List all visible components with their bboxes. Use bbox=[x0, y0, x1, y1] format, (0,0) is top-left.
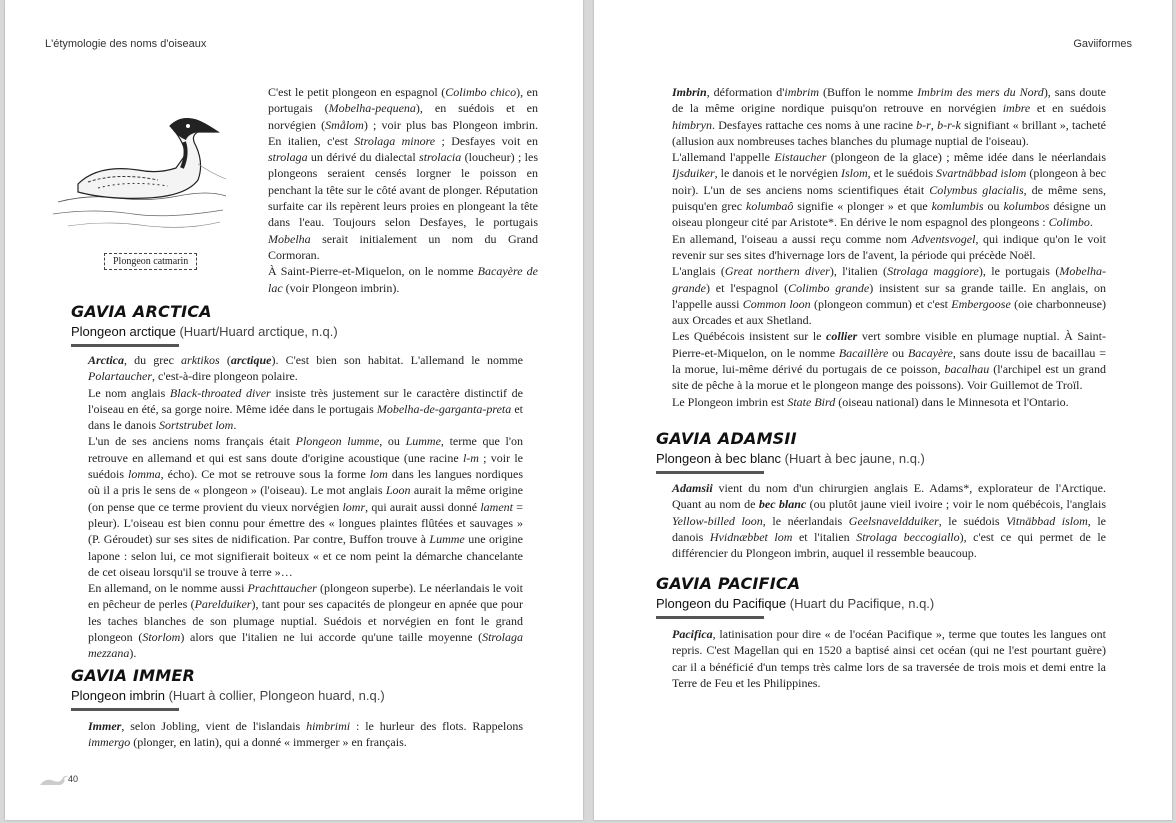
text-run: , c'est-à-dire plongeon polaire. bbox=[152, 369, 298, 384]
italic-term: lomma bbox=[127, 467, 161, 482]
text-run: , terme que l'on retrouve en allemand et qui est sans doute d'origine acoustique (une racine bbox=[88, 434, 524, 465]
text-run: L'anglais ( bbox=[672, 264, 725, 279]
text-run: signifie « plonger » et que bbox=[793, 199, 932, 214]
loon-illustration bbox=[48, 84, 228, 234]
heading-rule bbox=[656, 471, 764, 474]
text-run: L'allemand l'appelle bbox=[672, 150, 775, 165]
subtitle-plongeon-pacifique bbox=[656, 596, 934, 611]
italic-term: Polartaucher bbox=[88, 369, 152, 384]
text-run: En allemand, on le nomme aussi bbox=[88, 581, 248, 596]
italic-term: himbrimi bbox=[306, 719, 351, 733]
italic-term: Colymbus glacialis bbox=[929, 182, 1024, 197]
text-run: ), c'est ce qui permet de le différencier du Plongeon imbrin, auquel il ressemble beaucoup. bbox=[672, 529, 1106, 561]
emphasis-term: Imbrin bbox=[672, 85, 707, 99]
alt-name: (Huart du Pacifique, n.q.) bbox=[789, 596, 935, 611]
heading-gavia-pacifica: GAVIA PACIFICA bbox=[656, 574, 801, 593]
text-run: désigne un oiseau plongeur cité par Aristote*. En dérive le nom espagnol des plongeons : bbox=[672, 199, 1107, 230]
italic-term: himbryn bbox=[672, 117, 712, 132]
italic-term: Strolaga mezzana bbox=[88, 630, 523, 661]
italic-term: Strolaga maggiore bbox=[887, 264, 979, 279]
heading-gavia-immer: GAVIA IMMER bbox=[71, 666, 195, 685]
text-run: (oiseau national) dans le Minnesota et l'Ontario. bbox=[835, 394, 1069, 409]
emphasis-term: arctique bbox=[230, 353, 272, 367]
italic-term: Embergoose bbox=[951, 296, 1011, 311]
text-run: ), le portugais ( bbox=[978, 264, 1060, 279]
subtitle-plongeon-imbrin bbox=[71, 688, 385, 703]
common-name: Plongeon du Pacifique bbox=[656, 596, 787, 611]
text-run: , de même sens, puisqu'en grec bbox=[672, 182, 1106, 214]
text-run: serait initialement un nom du Grand Cormoran. bbox=[268, 231, 538, 262]
text-run: (plongeon superbe). Le néerlandais le voit en pêcheur de perles ( bbox=[88, 581, 524, 612]
left-page bbox=[5, 0, 583, 820]
italic-term: lom bbox=[369, 467, 388, 482]
italic-term: l-m bbox=[462, 450, 479, 465]
italic-term: strolaga bbox=[268, 150, 308, 165]
emphasis-term: collier bbox=[826, 329, 858, 344]
text-run: et l'italien bbox=[792, 529, 857, 544]
emphasis-term: Arctica bbox=[88, 353, 124, 367]
italic-term: imbrim bbox=[784, 85, 820, 99]
italic-term: Imbrim des mers du Nord bbox=[917, 85, 1044, 99]
text-run: C'est le petit plongeon en espagnol ( bbox=[268, 85, 446, 99]
emphasis-term: Adamsii bbox=[672, 481, 713, 495]
text-run: , qui aurait aussi donné bbox=[365, 499, 481, 514]
figure-caption: Plongeon catmarin bbox=[104, 253, 197, 270]
text-run: et dans le danois bbox=[88, 401, 523, 433]
text-run: , latinisation pour dire « de l'océan Pacifique », terme que toutes les langues ont repris. C'est Magellan qui en 1520 a baptisé ainsi cet océan (qui ne l'est pourtant guère) car il a bénéficié d'un temps très calme lors de sa traversée de trois mois et demi entre la Terre de Feu et les Philippines. bbox=[672, 627, 1106, 690]
text-run: insiste très justement sur le caractère distinctif de l'oiseau en été, sa gorge noire. Même idée dans le portugais bbox=[88, 385, 524, 416]
italic-term: Smålom bbox=[325, 117, 364, 132]
italic-term: Bacayère bbox=[907, 345, 953, 360]
text-run: , ou bbox=[379, 434, 406, 449]
subtitle-plongeon-bec-blanc bbox=[656, 451, 925, 466]
italic-term: Ijsduiker bbox=[672, 166, 715, 181]
italic-term: imbre bbox=[1002, 101, 1031, 116]
text-run: une origine lapone : selon lui, ce mot signifierait boiteux « et ce nom peint la démarche chancelante de cet oiseau lorsqu'il se trouve à terre »… bbox=[88, 532, 523, 579]
emphasis-term: Pacifica bbox=[672, 627, 713, 641]
immer-continued-text bbox=[672, 84, 1106, 410]
text-run: , le suédois bbox=[938, 513, 1007, 528]
text-run: : le hurleur des flots. Rappelons bbox=[350, 719, 524, 733]
text-run: , et le suédois bbox=[867, 166, 936, 181]
text-run: ), tant pour ses capacités de plongeur en apnée que pour les taches blanches de son plumage nuptial. Suédois et norvégien en font le grand plongeon ( bbox=[88, 597, 523, 645]
pacifica-text bbox=[672, 626, 1106, 691]
text-run: aurait la même origine (on pense que ce terme provient du vieux norvégien bbox=[88, 483, 524, 514]
italic-term: Hvidnæbbet lom bbox=[709, 529, 793, 544]
italic-term: Bacaillère bbox=[838, 345, 889, 360]
text-run: Les Québécois insistent sur le bbox=[672, 329, 827, 344]
text-run: signifiant « brillant », tacheté (allusion aux nombreuses taches blanches du plumage nuptial de l'oiseau). bbox=[672, 117, 1106, 148]
text-run: ), en portugais ( bbox=[268, 85, 539, 116]
text-run: vient du nom d'un chirurgien anglais E. Adams*, explorateur de l'Arctique. Quant au nom de bbox=[672, 481, 1106, 512]
text-run: , du grec bbox=[124, 353, 182, 367]
alt-name: (Huart à collier, Plongeon huard, n.q.) bbox=[168, 688, 385, 703]
heading-rule bbox=[71, 708, 179, 711]
italic-term: Islom bbox=[840, 166, 868, 181]
text-run: ). C'est bien son habitat. L'allemand le nomme bbox=[271, 353, 523, 367]
text-run: . bbox=[233, 418, 237, 433]
emphasis-term: bec blanc bbox=[758, 497, 807, 512]
italic-term: Mobelha-pequena bbox=[328, 101, 416, 116]
text-run: (plongeon commun) et c'est bbox=[810, 296, 952, 311]
emphasis-term: Immer bbox=[88, 719, 122, 733]
italic-term: kolumbaô bbox=[746, 199, 794, 214]
italic-term: Mobelha bbox=[268, 231, 311, 246]
page-number: 40 bbox=[68, 774, 79, 784]
text-run: Le Plongeon imbrin est bbox=[672, 394, 788, 409]
italic-term: Black-throated diver bbox=[169, 385, 271, 400]
italic-term: Mobelha-grande bbox=[672, 264, 1106, 295]
italic-term: kolumbos bbox=[1003, 199, 1050, 214]
italic-term: komlumbis bbox=[931, 199, 984, 214]
text-run: En allemand, l'oiseau a aussi reçu comme nom bbox=[672, 231, 912, 246]
italic-term: Prachttaucher bbox=[247, 581, 317, 596]
text-run: (Buffon le nomme bbox=[819, 85, 918, 99]
text-run: . Desfayes rattache ces noms à une racine bbox=[712, 117, 917, 132]
adamsii-text bbox=[672, 480, 1106, 561]
italic-term: lomr bbox=[342, 499, 366, 514]
alt-name: (Huart/Huard arctique, n.q.) bbox=[179, 324, 338, 339]
italic-term: Adventsvogel bbox=[911, 231, 976, 246]
right-page bbox=[594, 0, 1172, 820]
text-run: (loucheur) ; les plongeons seraient censés lorgner le poisson en penchant la tête sur le côté avant de plonger. Réputation surfaite car ils repèrent leurs proies en plongeant la tête dans l'eau. Toujours selon Desfayes, le portugais bbox=[268, 150, 539, 230]
italic-term: Colimbo bbox=[1048, 215, 1090, 230]
italic-term: Sortstrubet lom bbox=[159, 418, 234, 433]
italic-term: strolacia bbox=[419, 150, 462, 165]
text-run: ), l'italien ( bbox=[829, 264, 888, 279]
italic-term: Yellow-billed loon bbox=[672, 513, 763, 528]
text-run: ) ; voir plus bas Plongeon imbrin. En italien, c'est bbox=[268, 117, 538, 148]
italic-term: Bacayère de lac bbox=[268, 264, 539, 295]
text-run: ; Desfayes voit en bbox=[435, 133, 538, 148]
text-run: , le danois bbox=[672, 513, 1106, 544]
italic-term: Vitnäbbad islom bbox=[1006, 513, 1088, 528]
text-run: ; voir le suédois bbox=[88, 450, 523, 482]
text-run: = pleur). L'oiseau est bien connu pour émettre des « longues plaintes flûtées et sauvages » (P. Géroudet) sur ses sites de nidification. Par contre, Buffon trouve à bbox=[88, 499, 523, 547]
italic-term: Mobelha-de-garganta-preta bbox=[376, 401, 512, 416]
italic-term: b-r bbox=[916, 117, 931, 132]
text-run: dans les langues nordiques où il a pris le sens de « plongeon » (l'oiseau). Le mot anglais bbox=[88, 467, 523, 498]
text-run: un dérivé du dialectal bbox=[307, 150, 420, 165]
text-run: , déformation d' bbox=[706, 85, 785, 99]
italic-term: Geelsnaveldduiker bbox=[848, 513, 939, 528]
text-run: À Saint-Pierre-et-Miquelon, on le nomme bbox=[268, 264, 478, 279]
bird-silhouette-icon bbox=[38, 773, 70, 787]
heading-gavia-arctica: GAVIA ARCTICA bbox=[71, 302, 212, 321]
text-run: (plongeon à bec noir). L'un de ses anciens noms scientifiques était bbox=[672, 166, 1106, 197]
heading-gavia-adamsii: GAVIA ADAMSII bbox=[656, 429, 797, 448]
italic-term: bacalhau bbox=[944, 362, 990, 377]
running-head: L'étymologie des noms d'oiseaux bbox=[45, 38, 207, 50]
common-name: Plongeon imbrin bbox=[71, 688, 165, 703]
text-run: ( bbox=[219, 353, 231, 367]
text-run: L'un de ses anciens noms français était bbox=[88, 434, 296, 449]
text-run: ou bbox=[983, 199, 1004, 214]
text-run: (ou plutôt jaune vieil ivoire ; voir le nom québécois, l'anglais bbox=[806, 497, 1106, 512]
italic-term: lament bbox=[480, 499, 513, 514]
common-name: Plongeon à bec blanc bbox=[656, 451, 782, 466]
italic-term: Storlom bbox=[142, 630, 181, 645]
text-run: (plonger, en latin), qui a donné « immerger » en français. bbox=[130, 735, 407, 750]
text-run: ) et l'espagnol ( bbox=[706, 280, 789, 295]
alt-name: (Huart à bec jaune, n.q.) bbox=[784, 451, 925, 466]
text-run: (oie charbonneuse) aux Orcades et aux Shetland. bbox=[672, 296, 1106, 328]
text-run: ). bbox=[129, 646, 137, 661]
heading-rule bbox=[656, 616, 764, 619]
text-run: , sans doute issu de bacaillau = la morue, lui-même dérivé du portugais de ce poisson, bbox=[672, 345, 1106, 377]
text-run: et en suédois bbox=[1030, 101, 1106, 116]
text-run: vert sombre visible en plumage nuptial. À Saint-Pierre-et-Miquelon, on le nomme bbox=[672, 329, 1106, 360]
text-run: , selon Jobling, vient de l'islandais bbox=[121, 719, 307, 733]
text-run: , le néerlandais bbox=[762, 513, 849, 528]
text-run: , écho). Ce mot se retrouve sous la forme bbox=[160, 467, 370, 482]
common-name: Plongeon arctique bbox=[71, 324, 176, 339]
italic-term: Lumme bbox=[429, 532, 465, 547]
italic-term: Loon bbox=[385, 483, 411, 498]
text-run: ou bbox=[888, 345, 908, 360]
italic-term: Strolaga beccogiallo bbox=[856, 529, 960, 544]
italic-term: Colimbo chico bbox=[445, 85, 517, 99]
italic-term: Eistaucher bbox=[774, 150, 827, 165]
italic-term: Colimbo grande bbox=[788, 280, 870, 295]
italic-term: Svartnäbbad islom bbox=[936, 166, 1027, 181]
text-run: (plongeon de la glace) ; même idée dans le néerlandais bbox=[826, 150, 1106, 165]
text-run: ), en suédois et en norvégien ( bbox=[268, 101, 539, 132]
italic-term: Parelduiker bbox=[194, 597, 252, 612]
text-run: Le nom anglais bbox=[88, 385, 170, 400]
immer-text bbox=[88, 718, 523, 751]
italic-term: Lumme bbox=[405, 434, 441, 449]
text-run: , qui indique qu'on le voit revenir sur ses sites d'hivernage lors de l'avent, la période qui précède Noël. bbox=[672, 231, 1106, 262]
text-run: ) alors que l'italien ne lui accorde qu'une taille moyenne ( bbox=[180, 630, 483, 645]
italic-term: Plongeon lumme bbox=[295, 434, 380, 449]
italic-term: State Bird bbox=[787, 394, 836, 409]
text-run: , le danois et le norvégien bbox=[714, 166, 841, 181]
italic-term: b-r-k bbox=[937, 117, 961, 132]
intro-paragraph bbox=[268, 84, 538, 296]
italic-term: Strolaga minore bbox=[354, 133, 436, 148]
italic-term: immergo bbox=[88, 735, 131, 750]
italic-term: Common loon bbox=[742, 296, 811, 311]
italic-term: Great northern diver bbox=[724, 264, 830, 279]
text-run: , bbox=[930, 117, 938, 132]
text-run: (l'archipel est un grand site de pêche à la morue et le plongeon mange des poissons). Voir Guillemot de Troïl. bbox=[672, 362, 1106, 393]
text-run: (voir Plongeon imbrin). bbox=[282, 280, 400, 295]
subtitle-plongeon-arctique bbox=[71, 324, 338, 339]
arctica-text bbox=[88, 352, 523, 662]
heading-rule bbox=[71, 344, 179, 347]
text-run: ), sans doute de la même origine nordique puisqu'on retrouve en norvégien bbox=[672, 85, 1106, 116]
text-run: . bbox=[1089, 215, 1093, 230]
italic-term: arktikos bbox=[181, 353, 220, 367]
text-run: ) insistent sur sa grande taille. En anglais, on l'appelle aussi bbox=[672, 280, 1106, 311]
running-head: Gaviiformes bbox=[1073, 38, 1132, 50]
